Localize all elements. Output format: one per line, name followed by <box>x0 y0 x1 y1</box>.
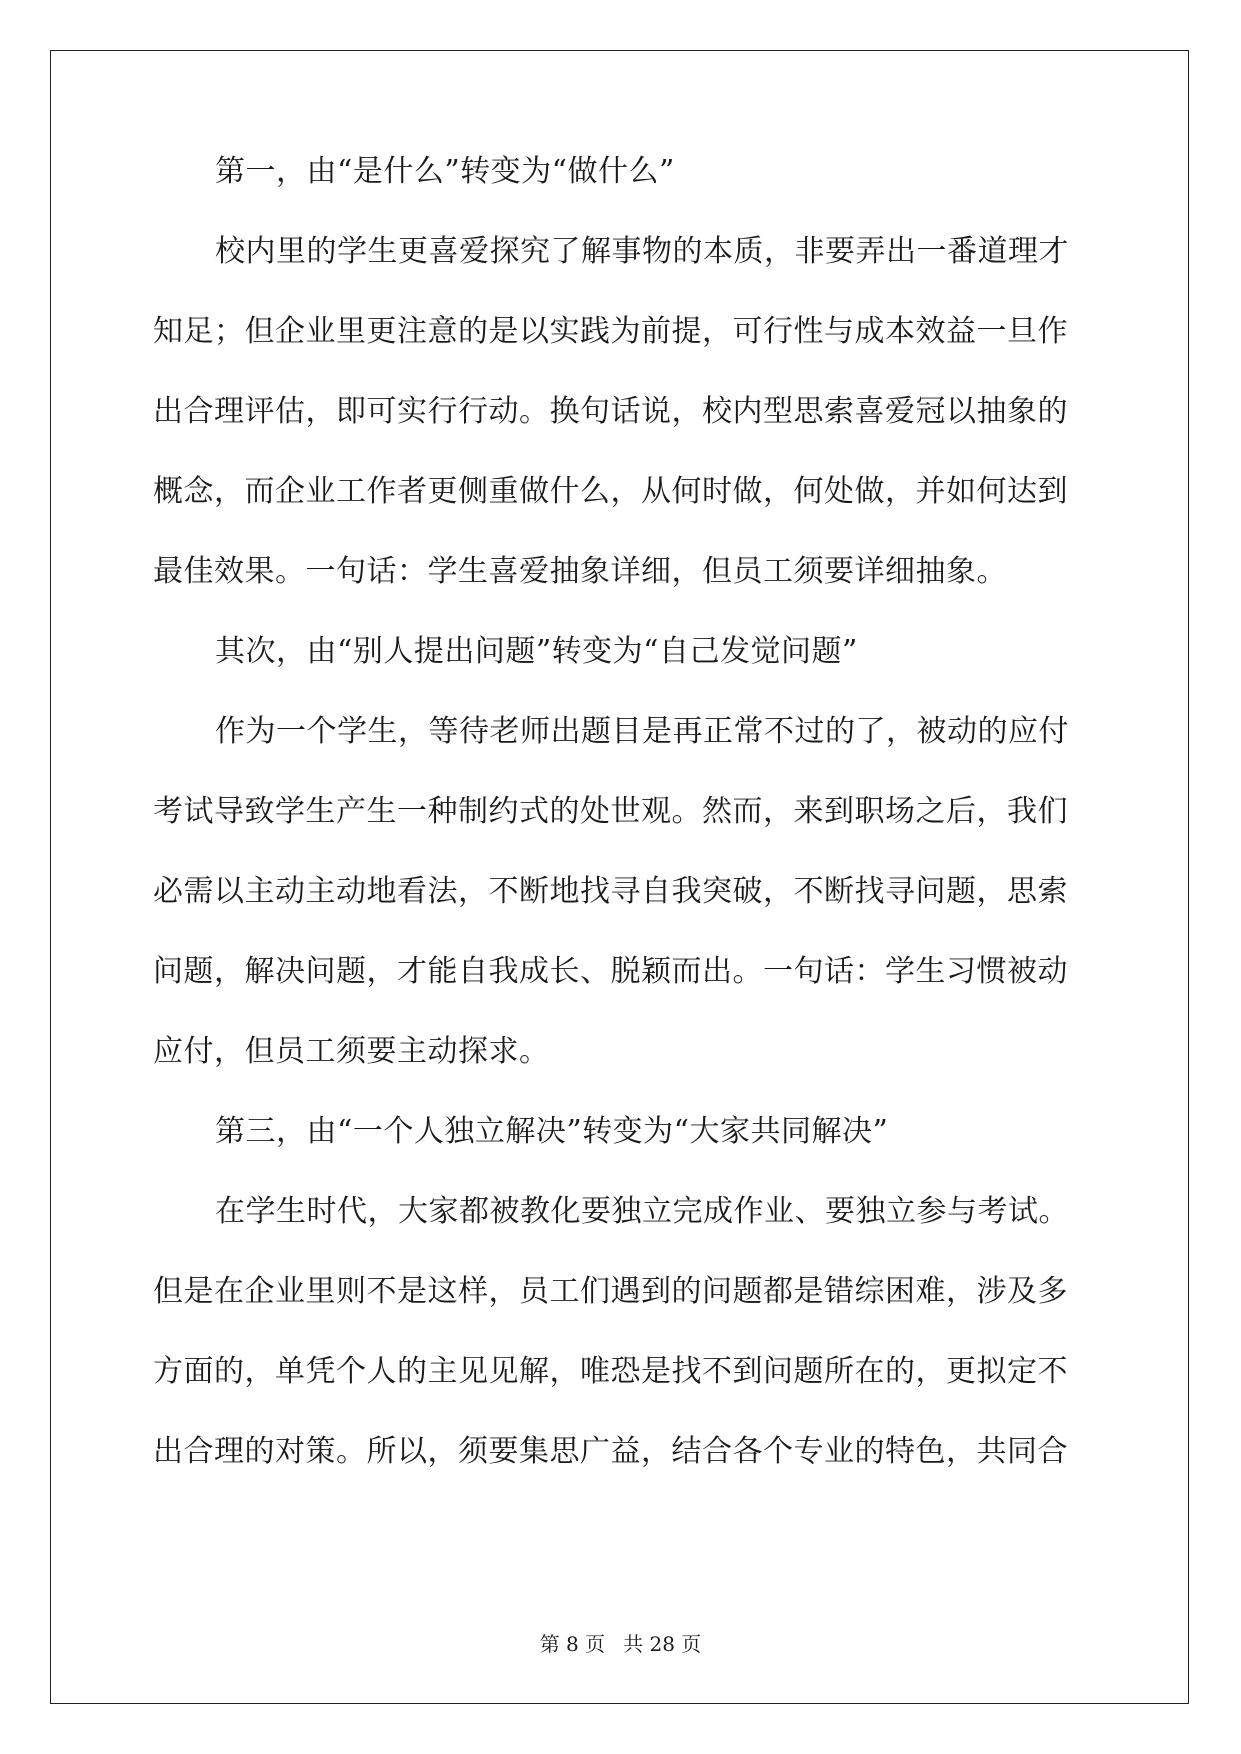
page-total: 共 28 页 <box>623 1632 702 1656</box>
paragraph-line: 出合理的对策。所以，须要集思广益，结合各个专业的特色，共同合 <box>153 1434 1068 1469</box>
page-number: 第 8 页 <box>539 1632 606 1656</box>
paragraph-line: 必需以主动主动地看法，不断地找寻自我突破，不断找寻问题，思索 <box>153 874 1068 909</box>
paragraph-line: 概念，而企业工作者更侧重做什么，从何时做，何处做，并如何达到 <box>153 474 1068 509</box>
paragraph-line: 应付，但员工须要主动探求。 <box>153 1034 550 1069</box>
paragraph-line: 作为一个学生，等待老师出题目是再正常不过的了，被动的应付 <box>215 714 1069 749</box>
paragraph-line: 出合理评估，即可实行行动。换句话说，校内型思索喜爱冠以抽象的 <box>153 394 1068 429</box>
page-footer <box>0 1628 1241 1657</box>
section-heading-3: 第三，由“一个人独立解决”转变为“大家共同解决” <box>215 1114 889 1149</box>
paragraph-line: 知足；但企业里更注意的是以实践为前提，可行性与成本效益一旦作 <box>153 314 1068 349</box>
paragraph-line: 考试导致学生产生一种制约式的处世观。然而，来到职场之后，我们 <box>153 794 1068 829</box>
paragraph-line: 在学生时代，大家都被教化要独立完成作业、要独立参与考试。 <box>215 1194 1069 1229</box>
paragraph-line: 问题，解决问题，才能自我成长、脱颖而出。一句话：学生习惯被动 <box>153 954 1068 989</box>
section-heading-2: 其次，由“别人提出问题”转变为“自己发觉问题” <box>215 634 858 669</box>
paragraph-line: 最佳效果。一句话：学生喜爱抽象详细，但员工须要详细抽象。 <box>153 554 1007 589</box>
section-heading-1: 第一，由“是什么”转变为“做什么” <box>215 154 675 189</box>
paragraph-line: 校内里的学生更喜爱探究了解事物的本质，非要弄出一番道理才 <box>215 234 1069 269</box>
paragraph-line: 但是在企业里则不是这样，员工们遇到的问题都是错综困难，涉及多 <box>153 1274 1068 1309</box>
paragraph-line: 方面的，单凭个人的主见见解，唯恐是找不到问题所在的，更拟定不 <box>153 1354 1068 1389</box>
document-body <box>153 132 1089 1492</box>
